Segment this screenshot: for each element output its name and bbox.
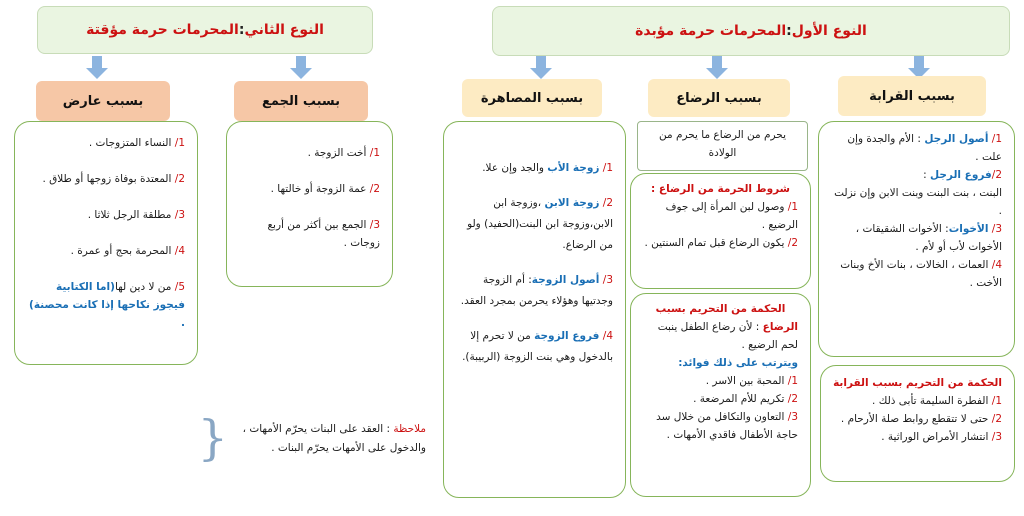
tag-kinship: بسبب القرابة bbox=[838, 76, 986, 116]
nursing-wisdom-text: الرضاع : لأن رضاع الطفل ينبت لحم الرضيع . bbox=[657, 321, 798, 351]
list-item: 3/ التعاون والتكافل من خلال سد حاجة الأطفال فاقدي الأمهات . bbox=[656, 411, 798, 441]
note bbox=[228, 420, 426, 462]
list-item: 2/ تكريم للأم المرضعة . bbox=[693, 393, 798, 405]
list-item: البنت ، بنت البنت وبنت الابن وإن نزلت . bbox=[834, 187, 1002, 217]
type2-sep: : bbox=[238, 22, 245, 38]
list-item: 1/ زوجة الأب والجد وإن علا. bbox=[482, 162, 613, 174]
nursing-intro-box bbox=[637, 121, 808, 171]
list-item: 1/ الفطرة السليمة تأبى ذلك . bbox=[872, 395, 1002, 407]
list-item: 2/ المعتدة بوفاة زوجها أو طلاق . bbox=[42, 173, 185, 185]
note-line2: والدخول على الأمهات يحرّم البنات . bbox=[271, 442, 426, 454]
arrow-down-icon bbox=[530, 56, 552, 80]
incidental-box bbox=[14, 121, 198, 365]
list-item: 5/ من لا دين لها(اما الكتابية فيجوز نكاحها إذا كانت محصنة) . bbox=[29, 281, 185, 329]
type2-title: المحرمات حرمة مؤقتة bbox=[86, 22, 239, 38]
list-item: 1/ وصول لبن المرأة إلى جوف الرضيع . bbox=[665, 201, 798, 231]
nursing-wisdom-title: الحكمة من التحريم بسبب bbox=[655, 303, 786, 315]
list-item: 4/ فروع الزوجة من لا تحرم إلا بالدخول وهي بنت الزوجة (الربيبة). bbox=[462, 330, 613, 363]
list-item: 3/ أصول الزوجة: أم الزوجة وجدتيها وهؤلاء يحرمن بمجرد العقد. bbox=[460, 274, 613, 307]
tag-nursing: بسبب الرضاع bbox=[648, 79, 790, 117]
list-item: 2/ عمة الزوجة أو خالتها . bbox=[270, 183, 380, 195]
list-item: 2/فروع الرجل : bbox=[923, 169, 1002, 181]
kinship-box bbox=[818, 121, 1015, 357]
marriage-box bbox=[443, 121, 626, 498]
list-item: 4/ المحرمة بحج أو عمرة . bbox=[70, 245, 185, 257]
list-item: 1/ أصول الرجل : الأم والجدة وإن علت . bbox=[847, 133, 1002, 163]
arrow-down-icon bbox=[86, 56, 108, 80]
list-item: 1/ المحبة بين الاسر . bbox=[705, 375, 798, 387]
list-item: 3/ الأخوات: الأخوات الشقيقات ، الأخوات لأب أو لأم . bbox=[855, 223, 1002, 253]
type2-label: النوع الثاني bbox=[244, 22, 324, 38]
list-item: 3/ الجمع بين أكثر من أربع زوجات . bbox=[267, 219, 380, 249]
type1-header bbox=[492, 6, 1010, 56]
list-item: 3/ انتشار الأمراض الوراثية . bbox=[881, 431, 1002, 443]
kinship-wisdom-box bbox=[820, 365, 1015, 482]
kinship-wisdom-title: الحكمة من التحريم بسبب القرابة bbox=[833, 377, 1002, 389]
list-item: 2/ زوجة الابن ،وزوجة ابن الابن،وزوجة ابن البنت(الحفيد) ولو من الرضاع. bbox=[467, 197, 613, 251]
nursing-benefits-title: ويترتب على ذلك فوائد: bbox=[678, 357, 798, 369]
list-item: 2/ يكون الرضاع قبل تمام السنتين . bbox=[644, 237, 798, 249]
tag-combining: بسبب الجمع bbox=[234, 81, 368, 121]
arrow-down-icon bbox=[706, 56, 728, 80]
list-item: 4/ العمات ، الخالات ، بنات الأخ وبنات الأخت . bbox=[840, 259, 1002, 289]
list-item: 1/ أخت الزوجة . bbox=[307, 147, 380, 159]
type1-label: النوع الأول bbox=[791, 23, 867, 39]
list-item: 2/ حتى لا تتقطع روابط صلة الأرحام . bbox=[840, 413, 1002, 425]
nursing-conditions-title: شروط الحرمة من الرضاع : bbox=[651, 183, 790, 195]
arrow-down-icon bbox=[290, 56, 312, 80]
list-item: 3/ مطلقة الرجل ثلاثا . bbox=[87, 209, 185, 221]
nursing-intro: يحرم من الرضاع ما يحرم من الولادة bbox=[658, 129, 787, 159]
list-item: 1/ النساء المتزوجات . bbox=[88, 137, 185, 149]
type2-header bbox=[37, 6, 373, 54]
brace-icon: { bbox=[197, 410, 228, 466]
type1-sep: : bbox=[786, 23, 792, 39]
tag-incidental: بسبب عارض bbox=[36, 81, 170, 121]
nursing-wisdom-box bbox=[630, 293, 811, 497]
nursing-conditions-box bbox=[630, 173, 811, 289]
type1-title: المحرمات حرمة مؤبدة bbox=[635, 23, 787, 39]
tag-marriage: بسبب المصاهرة bbox=[462, 79, 602, 117]
combining-box bbox=[226, 121, 393, 287]
note-line1: ملاحظة : العقد على البنات يحرّم الأمهات ، bbox=[242, 423, 426, 435]
